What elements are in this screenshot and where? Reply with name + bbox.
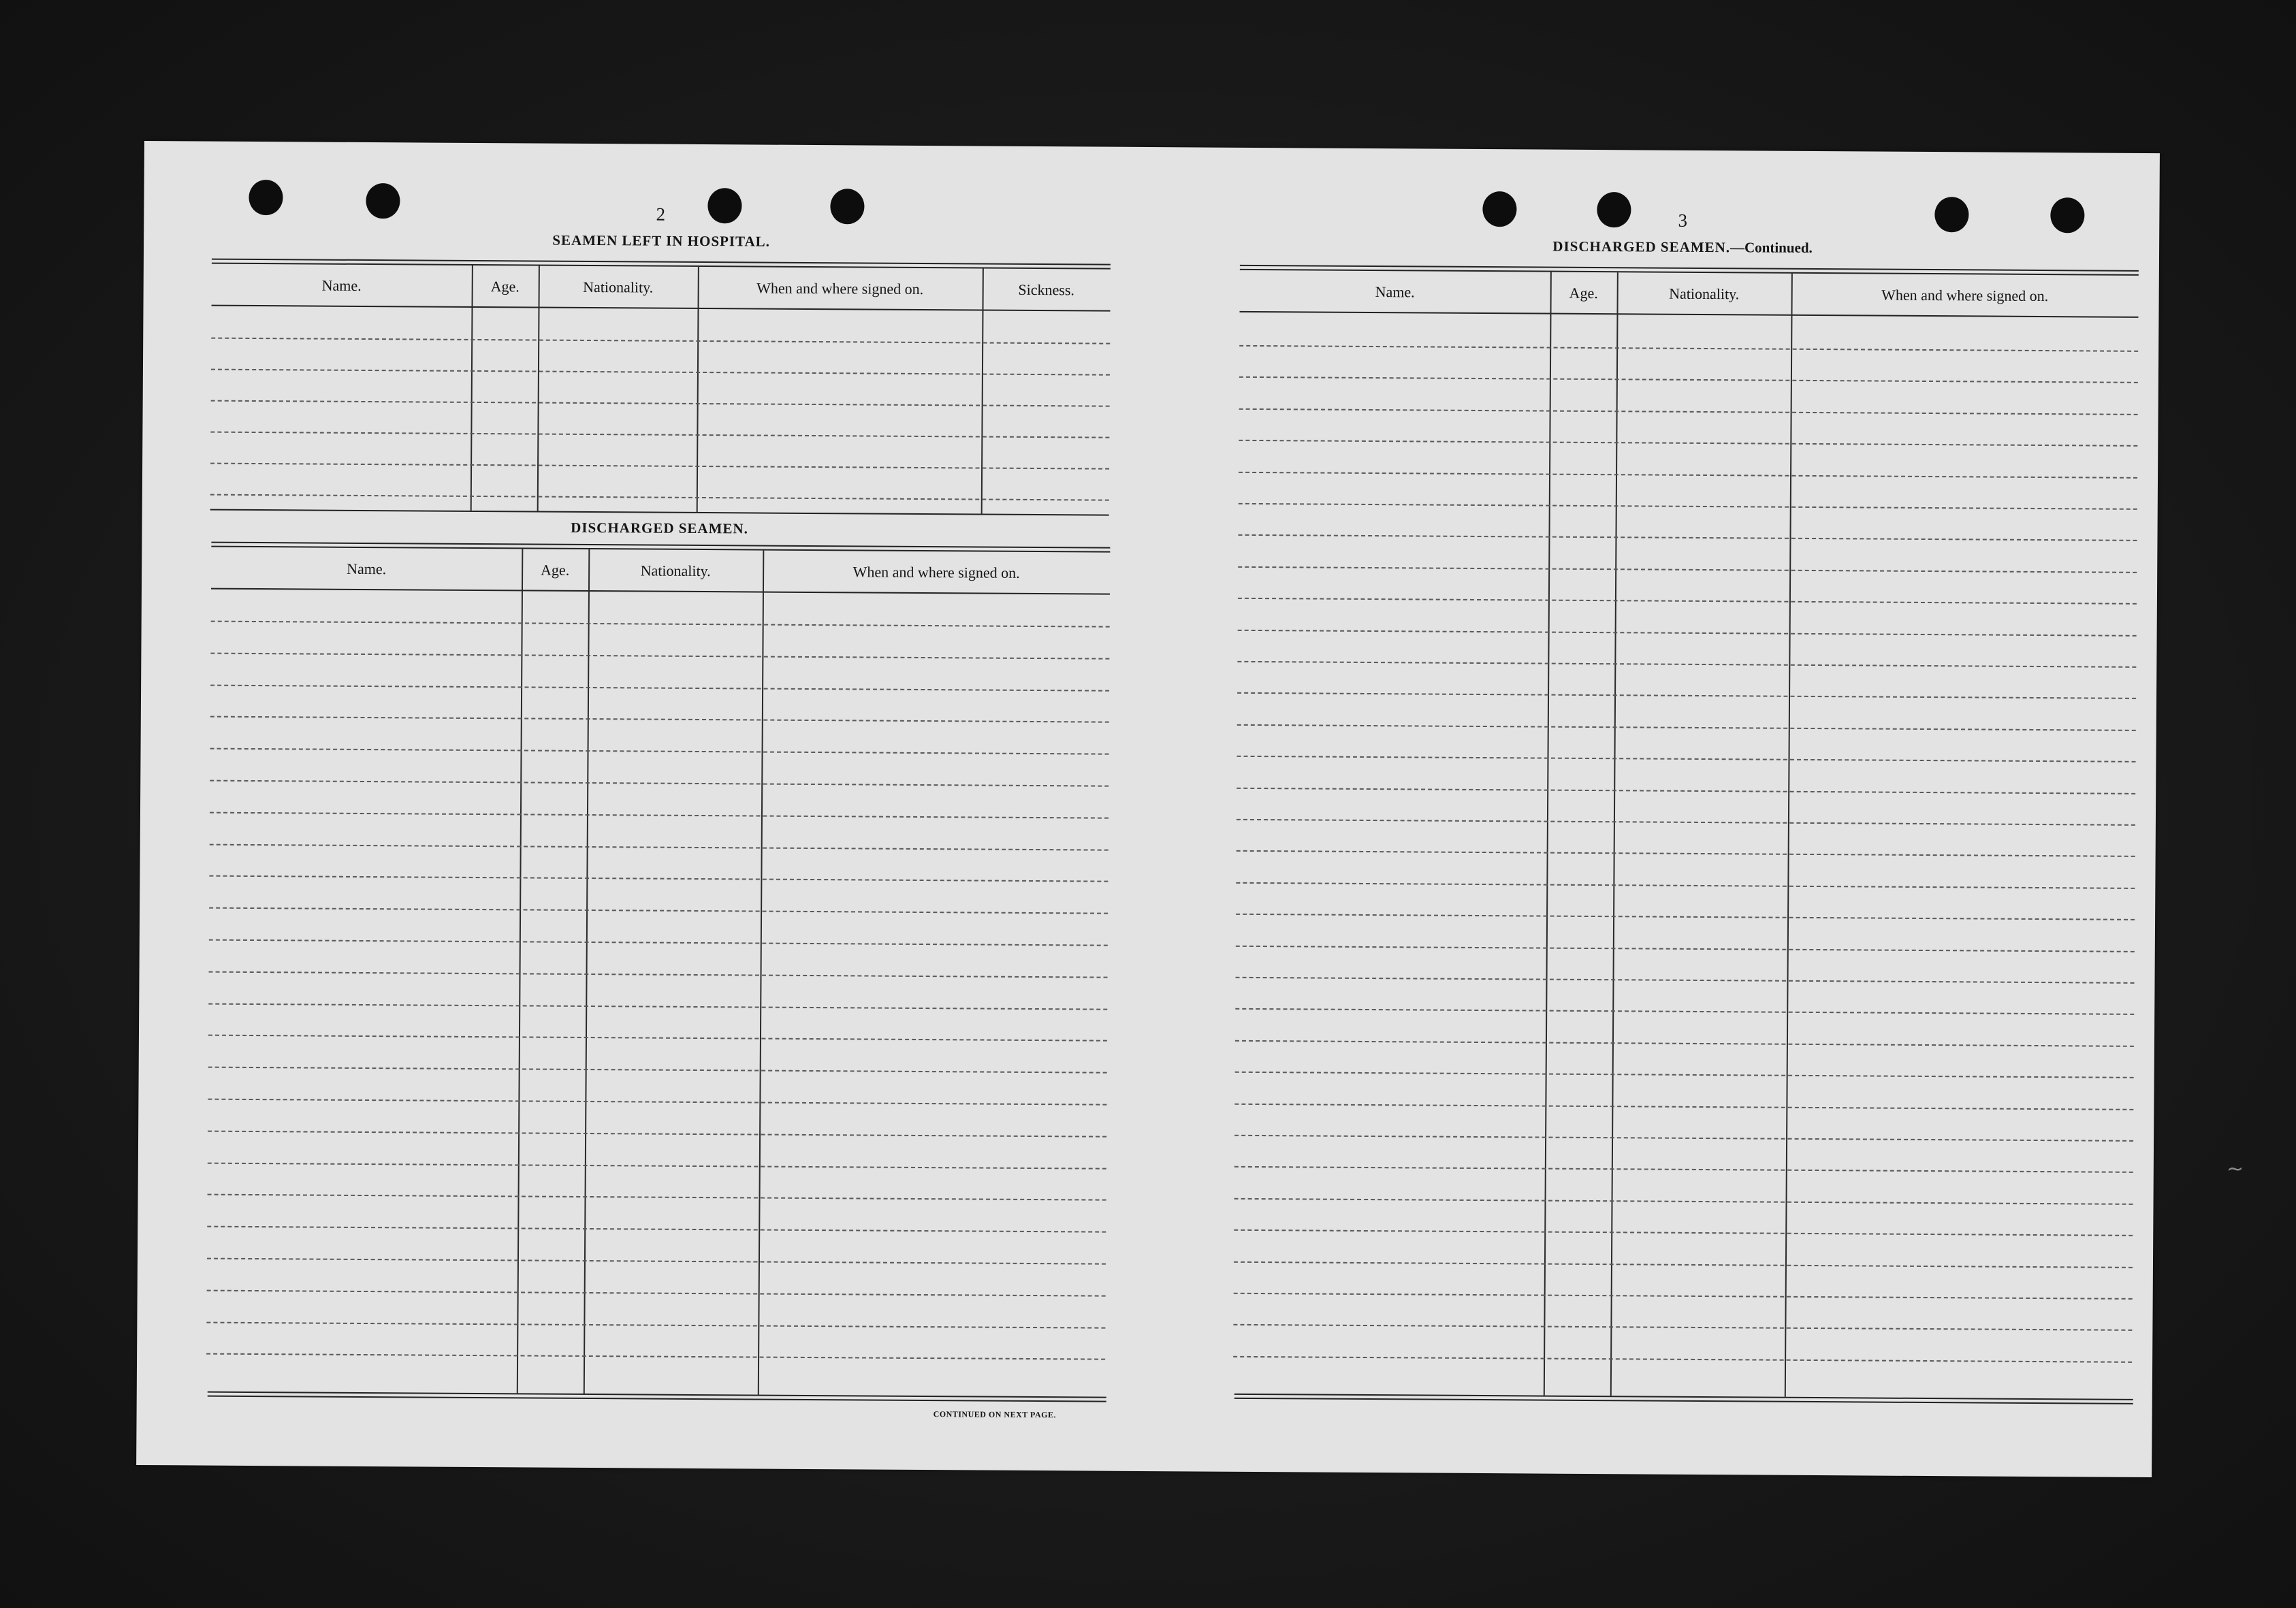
entry-line bbox=[1238, 598, 2137, 605]
entry-line bbox=[209, 939, 1108, 946]
section-title-hospital: SEAMEN LEFT IN HOSPITAL. bbox=[552, 231, 771, 250]
column-header-sickness: Sickness. bbox=[1018, 280, 1075, 299]
entry-line bbox=[1233, 1324, 2132, 1331]
entry-line bbox=[210, 811, 1109, 818]
column-header-age: Age. bbox=[1569, 284, 1598, 302]
entry-line bbox=[208, 1130, 1106, 1137]
punch-hole bbox=[1934, 197, 1968, 232]
entry-line bbox=[207, 1258, 1106, 1265]
entry-line bbox=[1238, 534, 2137, 541]
entry-line bbox=[1237, 819, 2135, 826]
entry-line bbox=[211, 621, 1110, 628]
entry-line bbox=[1236, 882, 2135, 889]
entry-line bbox=[209, 907, 1108, 914]
column-header-nationality: Nationality. bbox=[640, 562, 711, 580]
column-divider bbox=[981, 269, 984, 514]
title-suffix: —Continued. bbox=[1729, 239, 1813, 256]
entry-line bbox=[1239, 408, 2138, 415]
entry-line bbox=[1236, 914, 2135, 920]
entry-line bbox=[1239, 376, 2138, 383]
entry-line bbox=[1235, 1008, 2134, 1015]
entry-line bbox=[1237, 724, 2136, 731]
entry-line bbox=[1239, 471, 2137, 478]
entry-line bbox=[210, 843, 1109, 850]
entry-line bbox=[210, 432, 1109, 438]
entry-line bbox=[1236, 945, 2135, 952]
entry-line bbox=[1237, 850, 2135, 857]
entry-line bbox=[208, 1194, 1106, 1201]
entry-line bbox=[1239, 345, 2138, 352]
entry-line bbox=[1233, 1356, 2132, 1363]
column-divider bbox=[697, 267, 699, 512]
entry-line bbox=[211, 338, 1110, 344]
entry-line bbox=[1234, 1229, 2133, 1236]
column-divider bbox=[758, 551, 765, 1395]
entry-line bbox=[210, 716, 1109, 723]
entry-line bbox=[1234, 1166, 2133, 1173]
punch-hole bbox=[707, 188, 742, 223]
entry-line bbox=[210, 494, 1109, 501]
continued-note: CONTINUED ON NEXT PAGE. bbox=[933, 1409, 1057, 1420]
column-header-nationality: Nationality. bbox=[583, 278, 654, 296]
column-header-name: Name. bbox=[347, 560, 387, 578]
entry-line bbox=[1235, 1072, 2134, 1078]
entry-line bbox=[209, 875, 1108, 882]
entry-line bbox=[1234, 1135, 2133, 1142]
entry-line bbox=[208, 1099, 1106, 1106]
entry-line bbox=[1237, 787, 2135, 794]
entry-line bbox=[210, 652, 1109, 659]
entry-line bbox=[1239, 440, 2137, 447]
column-divider bbox=[1785, 274, 1793, 1397]
entry-line bbox=[1234, 1293, 2133, 1300]
entry-line bbox=[1234, 1261, 2133, 1268]
entry-line bbox=[1237, 692, 2136, 699]
page-number: 3 bbox=[1678, 210, 1688, 231]
entry-line bbox=[206, 1321, 1105, 1328]
entry-line bbox=[206, 1353, 1105, 1360]
entry-line bbox=[208, 1067, 1107, 1074]
entry-line bbox=[1237, 661, 2136, 668]
entry-line bbox=[210, 684, 1109, 691]
entry-line bbox=[210, 463, 1109, 470]
ledger-spread bbox=[136, 141, 2160, 1477]
punch-hole bbox=[366, 183, 400, 219]
punch-hole bbox=[1597, 192, 1631, 227]
column-header-nationality: Nationality. bbox=[1669, 285, 1740, 303]
entry-line bbox=[210, 748, 1109, 755]
column-header-age: Age. bbox=[490, 278, 520, 295]
column-header-name: Name. bbox=[1375, 283, 1415, 301]
entry-line bbox=[209, 971, 1108, 978]
section-title-discharged: DISCHARGED SEAMEN. bbox=[571, 519, 748, 537]
entry-line bbox=[208, 1162, 1106, 1169]
punch-hole bbox=[249, 180, 283, 215]
header-bottom-rule bbox=[212, 305, 1111, 312]
entry-line bbox=[207, 1226, 1106, 1233]
table-bottom-rule bbox=[210, 509, 1109, 516]
column-header-name: Name. bbox=[321, 276, 362, 294]
entry-line bbox=[1236, 977, 2135, 984]
column-header-signed-on: When and where signed on. bbox=[852, 563, 1020, 581]
column-header-signed-on: When and where signed on. bbox=[756, 279, 924, 298]
column-divider bbox=[584, 549, 590, 1394]
column-divider bbox=[471, 266, 473, 511]
margin-mark: ~ bbox=[2227, 1157, 2244, 1181]
punch-hole bbox=[2050, 197, 2084, 233]
column-divider bbox=[517, 549, 524, 1393]
entry-line bbox=[207, 1289, 1106, 1296]
entry-line bbox=[1234, 1198, 2133, 1205]
title-main: DISCHARGED SEAMEN. bbox=[1552, 238, 1731, 256]
entry-line bbox=[208, 1003, 1107, 1010]
entry-line bbox=[1238, 629, 2137, 636]
punch-hole bbox=[830, 189, 864, 224]
column-header-age: Age. bbox=[541, 561, 570, 579]
page-number: 2 bbox=[656, 204, 666, 225]
header-bottom-rule bbox=[211, 588, 1110, 595]
entry-line bbox=[211, 369, 1110, 376]
entry-line bbox=[1234, 1103, 2133, 1110]
punch-hole bbox=[1482, 191, 1516, 227]
entry-line bbox=[1238, 566, 2137, 573]
entry-line bbox=[1237, 756, 2136, 762]
entry-line bbox=[1235, 1040, 2134, 1047]
column-divider bbox=[537, 266, 540, 511]
header-bottom-rule bbox=[1239, 311, 2138, 318]
entry-line bbox=[211, 400, 1110, 407]
entry-line bbox=[208, 1035, 1107, 1042]
column-divider bbox=[1544, 272, 1552, 1396]
column-divider bbox=[1610, 272, 1619, 1396]
column-header-signed-on: When and where signed on. bbox=[1881, 286, 2049, 305]
entry-line bbox=[210, 780, 1109, 787]
entry-line bbox=[1239, 503, 2137, 510]
section-title-discharged-continued bbox=[1437, 238, 1928, 257]
